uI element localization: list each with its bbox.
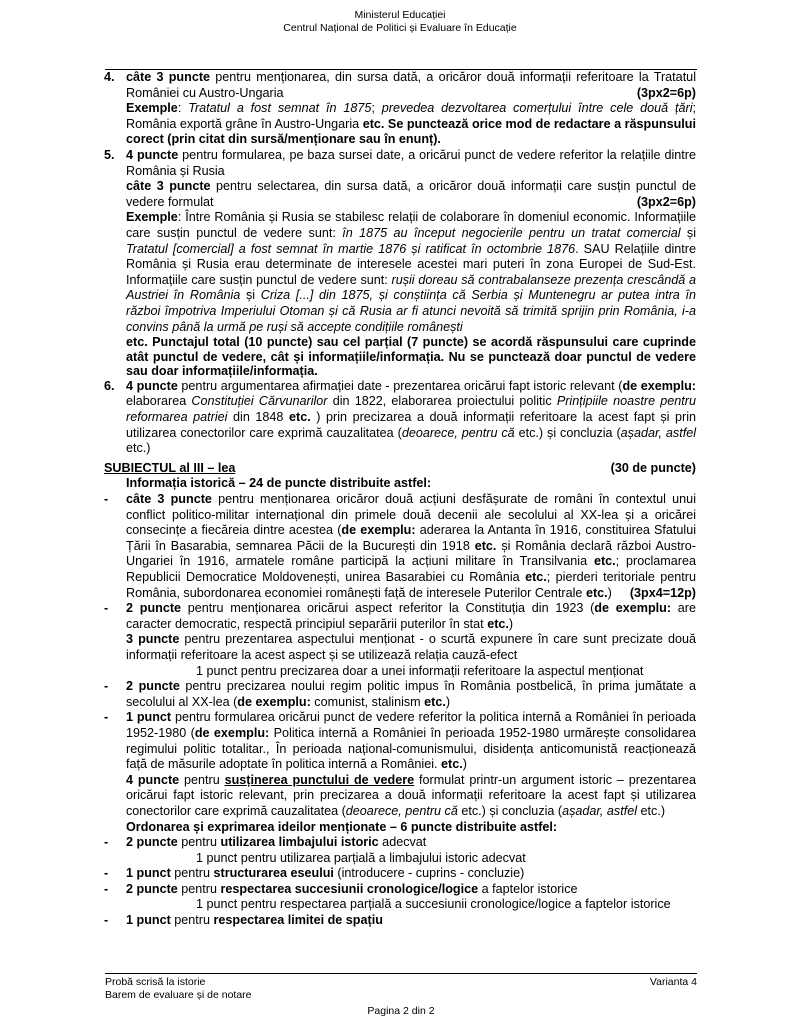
item-5	[104, 148, 696, 379]
item-text: formulat printr-un argument istoric – prezentarea oricărui fapt istoric relevant, prin precizarea a două informații referitoare la acest fapt și utilizarea conectorilor care exprimă cauzalitatea (	[126, 772, 696, 818]
item-text: Politica internă a României în perioada 1952-1980 urmărește consolidarea regimului politic totalitar., În perioada național-comunismului, disidența anticomunistă reacționează față de măsurile adoptate în politica internă a României.	[126, 725, 696, 772]
connector: și	[680, 225, 696, 240]
points-label: 1 punct	[126, 913, 171, 928]
connector: și	[240, 288, 261, 303]
item-text: pentru prezentarea aspectului menționat - o scurtă expunere în care sunt precizate două informații referitoare la acest aspect și se utilizează relația cauză-efect	[126, 632, 696, 662]
item-text: pentru	[170, 866, 214, 881]
item-6	[104, 379, 696, 457]
item-text: ; pierderi teritoriale pentru România, subordonarea economiei românești față de interesele Puterilor Centrale	[126, 570, 696, 600]
list-item	[104, 679, 696, 710]
example-text: România exportă grâne în Austro-Ungaria	[126, 116, 360, 131]
etc-label: etc.	[359, 116, 388, 131]
examples-label: Exemple	[126, 101, 178, 116]
separator: ;	[692, 101, 697, 116]
underlined-criterion: susținerea punctului de vedere	[224, 772, 415, 787]
score: (3px2=6p)	[636, 194, 696, 209]
points-label: câte 3 puncte	[126, 179, 211, 194]
item-text: pentru argumentarea afirmației date - prezentarea oricărui fapt istoric relevant (	[177, 378, 623, 393]
item-text: pentru	[177, 835, 221, 850]
example-label: de exemplu:	[194, 725, 270, 740]
example-quote: Prințipiile noastre pentru reformarea patriei	[126, 394, 697, 425]
item-text: )	[445, 694, 451, 709]
item-text: etc.) și concluzia (	[514, 425, 621, 440]
item-text: adecvat	[378, 835, 427, 850]
subject-heading	[104, 461, 696, 477]
item-text: etc.) și concluzia (	[457, 803, 563, 818]
example-label: de exemplu:	[237, 694, 311, 709]
item-text: pentru	[179, 772, 225, 787]
item-text: pentru formularea oricărui punct de vedere referitor la politica internă a României în perioada 1952-1980 (	[126, 710, 696, 740]
item-text: are caracter democratic, respectă principiul separării puterilor în stat	[126, 601, 696, 631]
item-text: ; proclamarea Republicii Democratice Moldovenești, unirea Basarabiei cu România	[126, 554, 696, 584]
example-text: Tratatul a fost semnat în 1875	[188, 101, 372, 116]
etc-label: etc.	[487, 616, 509, 631]
footer-divider	[105, 973, 697, 974]
subject-points: (30 de puncte)	[610, 460, 696, 475]
partial-score-note: 1 punct pentru precizarea doar a unei informații referitoare la aspectul menționat	[196, 663, 644, 678]
item-text: )	[508, 616, 514, 631]
item-text: (introducere - cuprins - concluzie)	[333, 866, 525, 881]
list-item	[104, 882, 696, 913]
example-quote: rușii doreau să contrabalanseze prezența crescândă a Austriei în România	[126, 272, 696, 303]
connector-examples: așadar, astfel	[562, 803, 638, 818]
example-quote: Criza [...] din 1875, și conștiința că Serbia și Muntenegru ar putea intra în război împotriva Imperiului Otoman și că Rusia ar fi atunci nevoită să trimită sprijin prin România, i-a convins până la urmă pe ruși să accepte condițiile românești	[126, 288, 696, 334]
example-label: de exemplu:	[341, 523, 416, 538]
separator: ;	[371, 101, 382, 116]
item-text: pentru	[177, 881, 221, 896]
etc-label: etc.	[585, 585, 608, 600]
list-item	[104, 913, 696, 929]
item-number: 6.	[104, 378, 115, 393]
points-label: 2 puncte	[126, 601, 182, 616]
example-text: : Între România și Rusia se stabilesc relații de colaborare în domeniul economic. Informațiile care susțin punctul de vedere sunt:	[126, 210, 696, 240]
item-4	[104, 70, 696, 148]
bullet-dash: -	[104, 835, 109, 850]
info-section-title: Informația istorică – 24 de puncte distribuite astfel:	[126, 476, 432, 491]
bullet-dash: -	[104, 679, 109, 694]
bullet-dash: -	[104, 601, 109, 616]
points-label: 3 puncte	[126, 632, 180, 647]
page-content	[104, 70, 696, 929]
connector-examples: deoarece, pentru că	[345, 803, 458, 818]
points-label: 4 puncte	[126, 772, 180, 787]
example-text: prevedea dezvoltarea comerțului între cele două țări	[381, 101, 693, 116]
item-text: a faptelor istorice	[478, 881, 578, 896]
points-label: 2 puncte	[126, 679, 180, 694]
partial-score-note: 1 punct pentru respectarea parțială a succesiunii cronologice/logice a faptelor istorice	[196, 897, 671, 912]
example-label: de exemplu:	[594, 601, 672, 616]
item-text: etc.)	[637, 803, 666, 818]
item-text: din 1822, elaborarea proiectului politic	[327, 394, 557, 409]
bullet-dash: -	[104, 881, 109, 896]
item-text: din 1848	[227, 410, 289, 425]
variant-label: Varianta 4	[649, 976, 697, 988]
item-text: pentru precizarea noului regim politic impus în România postbelică, în prima jumătate a secolului al XX-lea (	[126, 679, 696, 709]
points-label: 1 punct	[126, 710, 172, 725]
item-text: pentru selectarea, din sursa dată, a oricăror două informații care susțin punctul de vedere formulat	[126, 179, 696, 209]
item-text: elaborarea	[126, 394, 192, 409]
item-text: pentru	[170, 913, 214, 928]
bullet-dash: -	[104, 866, 109, 881]
bullet-dash: -	[104, 710, 109, 725]
criterion-label: structurarea eseului	[213, 866, 334, 881]
criterion-label: respectarea succesiunii cronologice/logice	[220, 881, 479, 896]
example-label: de exemplu:	[622, 378, 696, 393]
item-text: pentru menționarea, din sursa dată, a oricăror două informații referitoare la Tratatul României cu Austro-Ungaria	[126, 70, 696, 100]
criterion-label: respectarea limitei de spațiu	[213, 913, 383, 928]
etc-label: etc.	[424, 694, 446, 709]
footer-line-2	[105, 989, 697, 1002]
center-name: Centrul Național de Politici și Evaluare în Educație	[283, 22, 517, 34]
score: (3px2=6p)	[636, 85, 696, 100]
etc-label: etc.	[525, 570, 547, 584]
examples-label: Exemple	[126, 210, 178, 225]
order-section-title: Ordonarea și exprimarea ideilor menționate – 6 puncte distribuite astfel:	[126, 819, 558, 834]
item-text: pentru menționarea oricărui aspect referitor la Constituția din 1923 (	[181, 601, 595, 616]
bullet-dash: -	[104, 913, 109, 928]
list-item	[104, 710, 696, 819]
connector-examples: deoarece, pentru că	[401, 425, 515, 440]
exam-name: Probă scrisă la istorie	[105, 976, 206, 988]
list-item	[104, 866, 696, 882]
list-item	[104, 835, 696, 866]
example-text: . SAU Relațiile dintre România și Rusia erau determinate de interesele acestei mari puteri în zona Europei de Sud-Est. Informațiile care susțin punctul de vedere sunt:	[126, 241, 696, 287]
points-label: 2 puncte	[126, 881, 178, 896]
page-number: Pagina 2 din 2	[367, 1005, 435, 1017]
footer-line-1	[105, 976, 697, 989]
etc-label: etc.	[441, 757, 463, 772]
connector-examples: așadar, astfel	[620, 425, 697, 440]
list-item	[104, 601, 696, 679]
item-text: ) prin precizarea a două informații referitoare la acest fapt și prin utilizarea conectorilor care exprimă cauzalitatea (	[126, 410, 696, 440]
separator: :	[177, 101, 189, 116]
item-number: 4.	[104, 70, 115, 84]
etc-label: etc.	[474, 538, 497, 553]
grading-note: Se punctează orice mod de redactare a răspunsului corect (prin citat din sursă/menționare sau în enunț).	[126, 116, 696, 147]
score: (3px4=12p)	[629, 585, 696, 600]
example-quote: Tratatul [comercial] a fost semnat în martie 1876 și ratificat în octombrie 1876	[126, 241, 576, 256]
item-text: pentru menționarea oricăror două acțiuni desfășurate de români în contextul unui conflict politico-militar internațional din primele două decenii ale secolului al XX-lea și a oricărei consecințe a fiecăreia dintre acestea (	[126, 492, 696, 538]
etc-label: etc.	[289, 410, 311, 425]
points-label: câte 3 puncte	[126, 70, 211, 84]
item-number: 5.	[104, 147, 115, 162]
etc-label: etc.	[593, 554, 616, 569]
item-text: comunist, stalinism	[310, 694, 425, 709]
example-quote: Constituției Cărvunarilor	[191, 394, 328, 409]
criterion-label: utilizarea limbajului istoric	[220, 835, 379, 850]
item-text: )	[607, 585, 612, 600]
item-text: )	[462, 757, 467, 772]
item-text: aderarea la Antanta în 1916, constituirea Sfatului Țării în Basarabia, semnarea Păcii de la București din 1918	[126, 523, 696, 553]
item-text: etc.)	[126, 441, 151, 456]
ministry-name: Ministerul Educației	[354, 9, 446, 21]
points-label: câte 3 puncte	[126, 492, 212, 507]
bullet-dash: -	[104, 492, 109, 507]
points-label: 2 puncte	[126, 835, 178, 850]
page-header	[0, 9, 800, 35]
example-quote: în 1875 au început negocierile pentru un tratat comercial	[342, 225, 681, 240]
points-label: 4 puncte	[126, 378, 178, 393]
document-type: Barem de evaluare și de notare	[105, 989, 252, 1001]
grading-note: etc. Punctajul total (10 puncte) sau cel parțial (7 puncte) se acordă răspunsului care cuprinde atât punctul de vedere, cât și informațiile/informația. Nu se punctează doar punctul de vedere sau doar informațiile/informația.	[126, 335, 696, 379]
item-text: pentru formularea, pe baza sursei date, a oricărui punct de vedere referitor la relațiile dintre România și Rusia	[126, 147, 696, 178]
partial-score-note: 1 punct pentru utilizarea parțială a limbajului istoric adecvat	[196, 850, 526, 865]
item-text: și România declară război Austro-Ungariei în 1916, armatele române participă la acțiuni militare în Transilvania	[126, 538, 696, 569]
subject-label: SUBIECTUL al III – lea	[104, 460, 236, 475]
points-label: 1 punct	[126, 866, 171, 881]
list-item	[104, 492, 696, 601]
points-label: 4 puncte	[126, 147, 179, 162]
